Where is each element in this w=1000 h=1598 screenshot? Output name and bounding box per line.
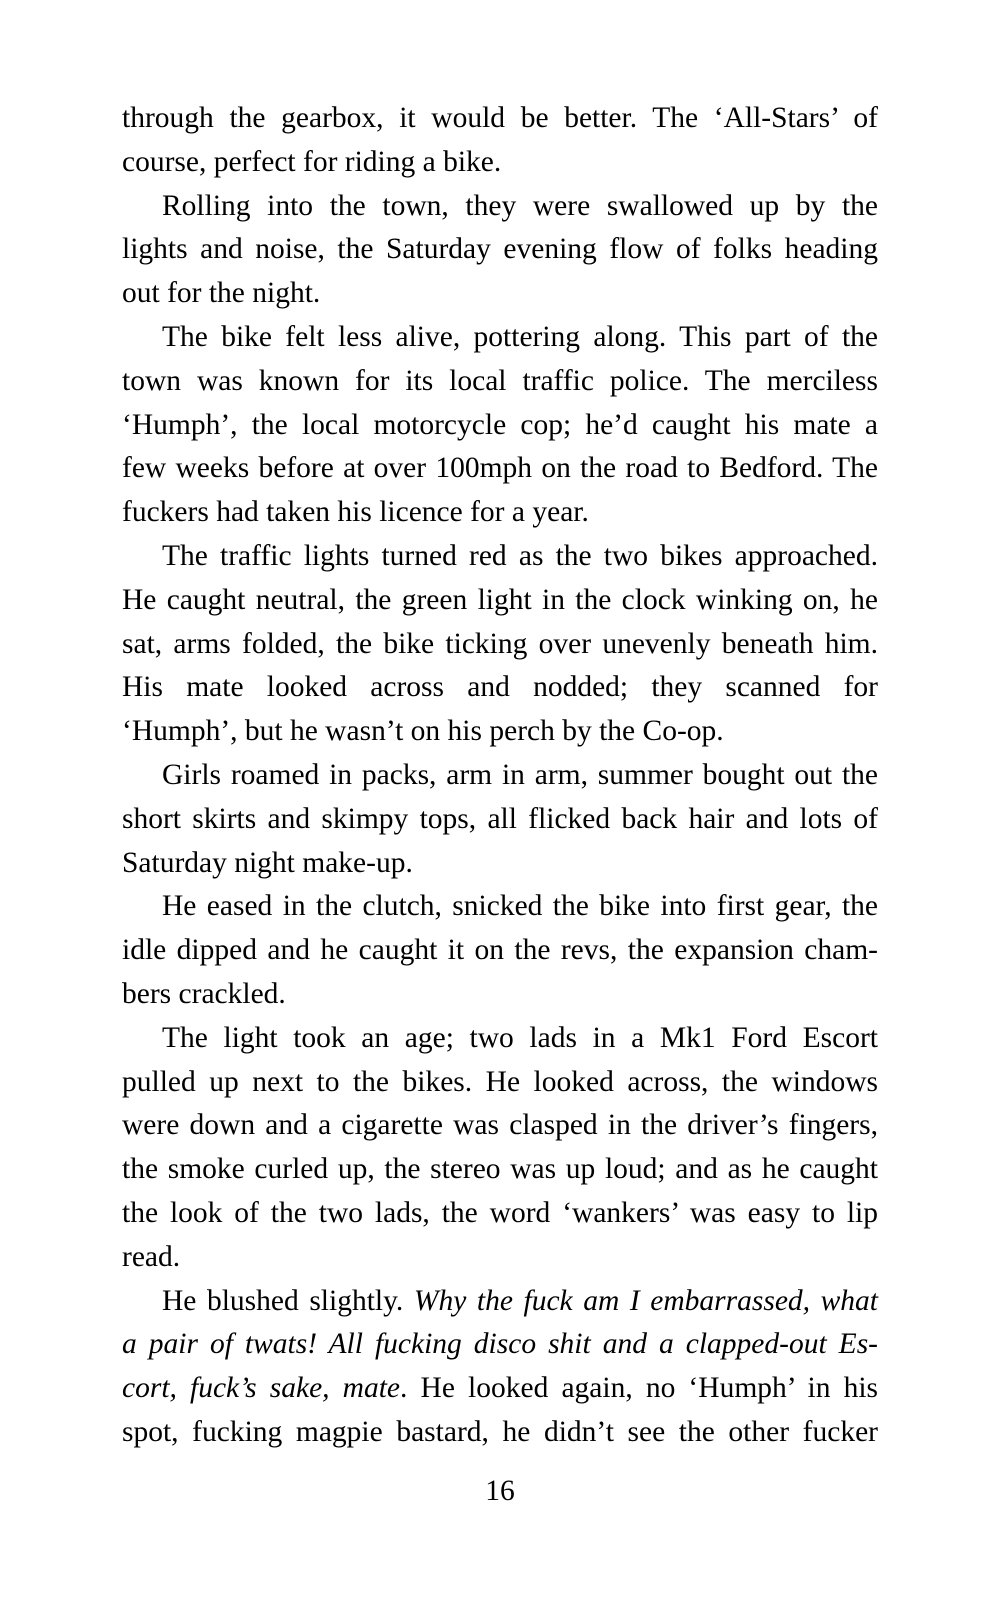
italic-text-segment: Why the fuck am I embarrassed, what [413, 1284, 878, 1317]
text-segment: ‘Humph’, the local motorcycle cop; he’d caught his mate a [122, 408, 878, 441]
text-line [122, 1280, 878, 1324]
text-line [122, 447, 878, 491]
italic-text-segment: cort, fuck’s sake, mate [122, 1372, 401, 1405]
text-line [122, 141, 878, 185]
text-line [122, 360, 878, 404]
text-line [122, 272, 878, 316]
text-segment: through the gearbox, it would be better. The ‘All-Stars’ of [122, 102, 878, 134]
text-segment: were down and a cigarette was clasped in the driver’s fingers, [122, 1109, 878, 1142]
text-segment: idle dipped and he caught it on the revs, the expansion cham- [122, 934, 878, 967]
text-line [122, 885, 878, 929]
text-segment: His mate looked across and nodded; they scanned for [122, 671, 878, 704]
text-line [122, 1017, 878, 1061]
text-segment: out for the night. [122, 277, 321, 310]
text-line [122, 1148, 878, 1192]
text-segment: the look of the two lads, the word ‘wankers’ was easy to lip [122, 1196, 878, 1229]
text-segment: the smoke curled up, the stereo was up loud; and as he caught [122, 1153, 878, 1186]
text-segment: course, perfect for riding a bike. [122, 145, 502, 178]
text-line [122, 1192, 878, 1236]
text-line [122, 1061, 878, 1105]
text-segment: sat, arms folded, the bike ticking over unevenly beneath him. [122, 627, 878, 660]
text-segment: bers crackled. [122, 977, 286, 1010]
text-line [122, 97, 878, 141]
text-segment: He caught neutral, the green light in the clock winking on, he [122, 583, 878, 616]
text-segment: pulled up next to the bikes. He looked across, the windows [122, 1065, 878, 1098]
text-line [122, 623, 878, 667]
text-line [122, 710, 878, 754]
text-segment: lights and noise, the Saturday evening flow of folks heading [122, 233, 878, 266]
book-page-text [122, 97, 878, 1455]
text-line [122, 666, 878, 710]
text-segment: The bike felt less alive, pottering along. This part of the [162, 320, 878, 353]
text-segment: Saturday night make-up. [122, 846, 413, 879]
text-line [122, 1104, 878, 1148]
text-line [122, 579, 878, 623]
text-line [122, 973, 878, 1017]
text-segment: He eased in the clutch, snicked the bike into first gear, the [162, 890, 878, 923]
text-segment: The traffic lights turned red as the two bikes approached. [162, 539, 878, 572]
text-segment: ‘Humph’, but he wasn’t on his perch by the Co-op. [122, 715, 724, 748]
text-segment: He blushed slightly. [162, 1284, 414, 1317]
text-segment: fuckers had taken his licence for a year. [122, 496, 589, 529]
page-number: 16 [485, 1475, 515, 1507]
text-segment: The light took an age; two lads in a Mk1 Ford Escort [162, 1021, 878, 1054]
text-line [122, 798, 878, 842]
text-line [122, 1411, 878, 1455]
text-line [122, 404, 878, 448]
text-line [122, 316, 878, 360]
text-segment: few weeks before at over 100mph on the road to Bedford. The [122, 452, 878, 485]
italic-text-segment: a pair of twats! All fucking disco shit and a clapped-out Es- [122, 1328, 878, 1361]
text-line [122, 754, 878, 798]
text-line [122, 1323, 878, 1367]
text-line [122, 491, 878, 535]
text-line [122, 228, 878, 272]
text-segment: read. [122, 1240, 181, 1273]
text-segment: . He looked again, no ‘Humph’ in his [400, 1372, 879, 1405]
text-segment: short skirts and skimpy tops, all flicked back hair and lots of [122, 802, 878, 835]
text-segment: spot, fucking magpie bastard, he didn’t see the other fucker [122, 1415, 878, 1448]
text-segment: Girls roamed in packs, arm in arm, summer bought out the [162, 758, 878, 791]
text-line [122, 842, 878, 886]
text-line [122, 1367, 878, 1411]
text-line [122, 1236, 878, 1280]
text-segment: Rolling into the town, they were swallowed up by the [162, 189, 878, 222]
text-segment: town was known for its local traffic police. The merciless [122, 364, 878, 397]
text-line [122, 185, 878, 229]
text-line [122, 929, 878, 973]
text-line [122, 535, 878, 579]
